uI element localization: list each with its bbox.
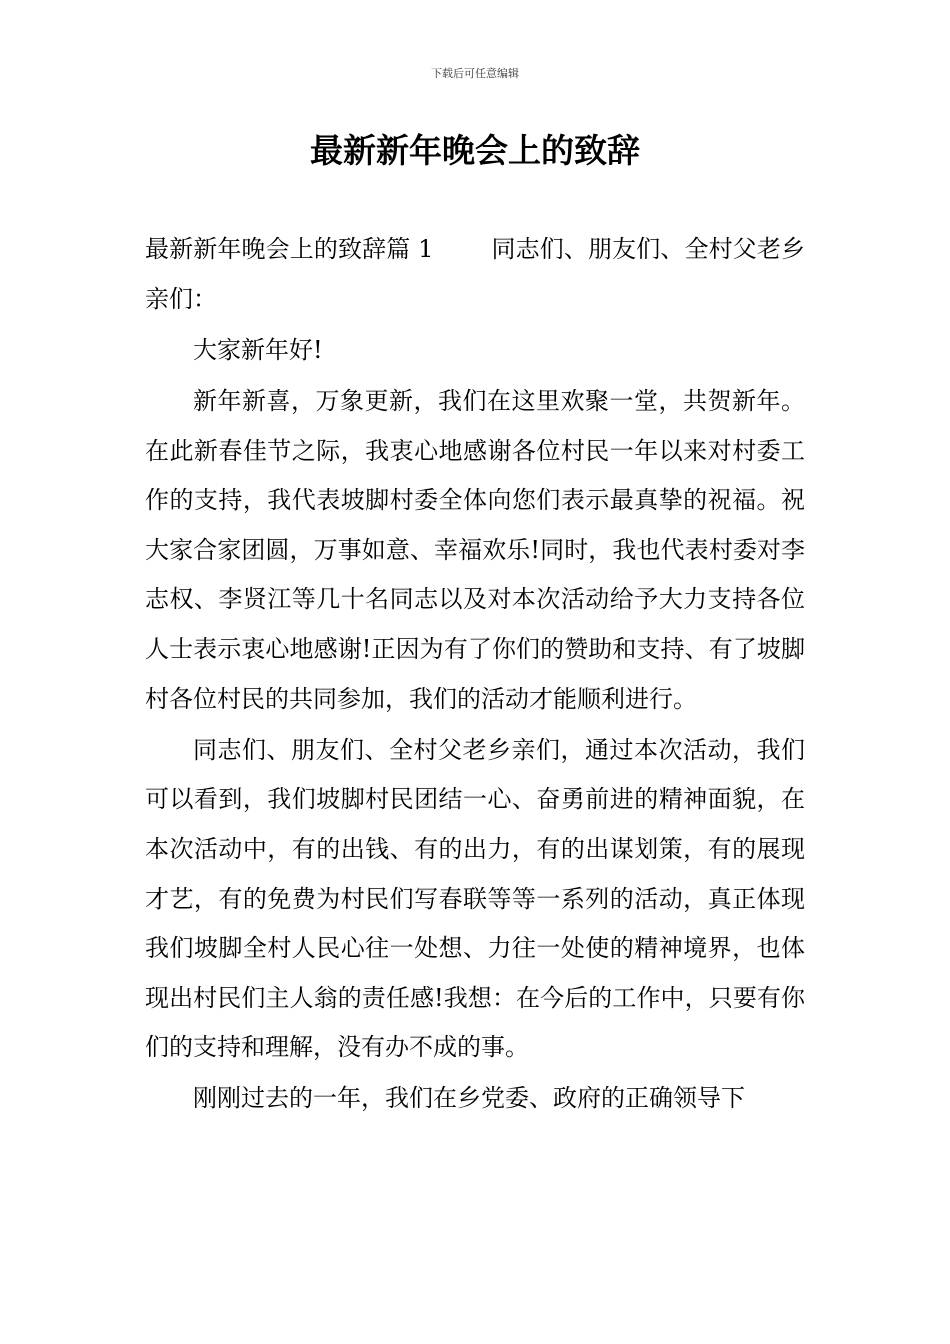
header-note: 下载后可任意编辑: [431, 67, 519, 80]
paragraph: 新年新喜，万象更新，我们在这里欢聚一堂，共贺新年。在此新春佳节之际，我衷心地感谢各位村民一年以来对村委工作的支持，我代表坡脚村委全体向您们表示最真挚的祝福。祝大家合家团圆，万事如意、幸福欢乐!同时，我也代表村委对李志权、李贤江等几十名同志以及对本次活动给予大力支持各位人士表示衷心地感谢!正因为有了你们的赞助和支持、有了坡脚村各位村民的共同参加，我们的活动才能顺利进行。: [145, 386, 805, 713]
paragraph: 同志们、朋友们、全村父老乡亲们，通过本次活动，我们可以看到，我们坡脚村民团结一心、奋勇前进的精神面貌，在本次活动中，有的出钱、有的出力，有的出谋划策，有的展现才艺，有的免费为村民们写春联等等一系列的活动，真正体现我们坡脚全村人民心往一处想、力往一处使的精神境界，也体现出村民们主人翁的责任感!我想：在今后的工作中，只要有你们的支持和理解，没有办不成的事。: [145, 735, 805, 1062]
document-title: 最新新年晚会上的致辞: [310, 131, 640, 170]
paragraph-intro: [145, 225, 805, 324]
salutation: 同志们、朋友们、全村父老乡亲们：: [145, 235, 805, 313]
paragraph: 大家新年好!: [193, 335, 323, 364]
document-body: [145, 225, 805, 1126]
paragraph: 刚刚过去的一年，我们在乡党委、政府的正确领导下: [193, 1084, 745, 1113]
section-heading: 最新新年晚会上的致辞篇 1: [145, 235, 434, 263]
